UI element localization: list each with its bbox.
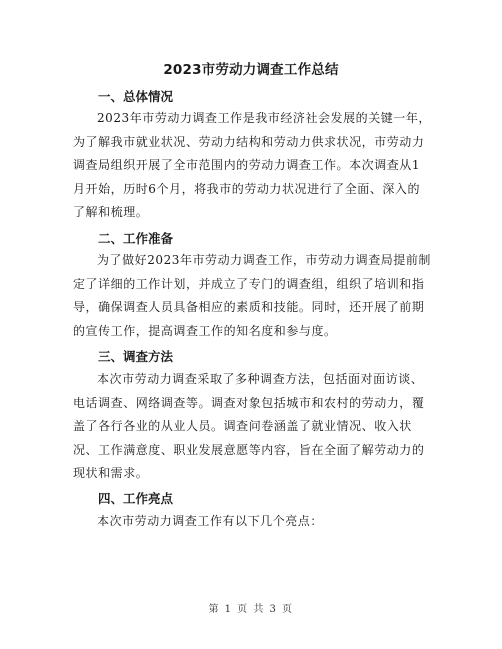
section-heading-methods: 三、调查方法 [98, 349, 174, 364]
paragraph-line: 盖了各行各业的从业人员。调查问卷涵盖了就业情况、收入状 [73, 419, 412, 434]
paragraph-line: 本次市劳动力调查采取了多种调查方法，包括面对面访谈、 [97, 372, 424, 386]
document-title: 2023市劳动力调查工作总结 [163, 62, 339, 78]
section-paragraph-preparation [73, 249, 433, 343]
paragraph-line: 2023年市劳动力调查工作是我市经济社会发展的关键一年， [97, 111, 431, 125]
section-paragraph-highlights [73, 510, 433, 534]
section-heading-highlights: 四、工作亮点 [98, 491, 174, 506]
paragraph-line: 况、工作满意度、职业发展意愿等内容，旨在全面了解劳动力的 [73, 442, 425, 457]
paragraph-line: 的宣传工作，提高调查工作的知名度和参与度。 [73, 323, 337, 338]
paragraph-line: 电话调查、网络调查等。调查对象包括城市和农村的劳动力，覆 [73, 395, 425, 410]
section-paragraph-overview [73, 107, 433, 225]
paragraph-line: 了解和梳理。 [73, 205, 149, 220]
paragraph-line: 调查局组织开展了全市范围内的劳动力调查工作。本次调查从1 [73, 158, 421, 173]
page-number-footer: 第 1 页 共 3 页 [208, 604, 294, 615]
section-paragraph-methods [73, 368, 433, 486]
paragraph-line: 本次市劳动力调查工作有以下几个亮点： [97, 514, 323, 528]
paragraph-line: 为了解我市就业状况、劳动力结构和劳动力供求状况，市劳动力 [73, 134, 425, 149]
paragraph-line: 定了详细的工作计划，并成立了专门的调查组，组织了培训和指 [73, 276, 425, 291]
paragraph-line: 为了做好2023年市劳动力调查工作，市劳动力调查局提前制 [97, 253, 431, 267]
section-heading-overview: 一、总体情况 [98, 89, 174, 104]
section-heading-preparation: 二、工作准备 [98, 231, 174, 246]
paragraph-line: 导，确保调查人员具备相应的素质和技能。同时，还开展了前期 [73, 300, 425, 315]
paragraph-line: 现状和需求。 [73, 466, 149, 481]
paragraph-line: 月开始，历时6个月，将我市的劳动力状况进行了全面、深入的 [73, 181, 421, 196]
